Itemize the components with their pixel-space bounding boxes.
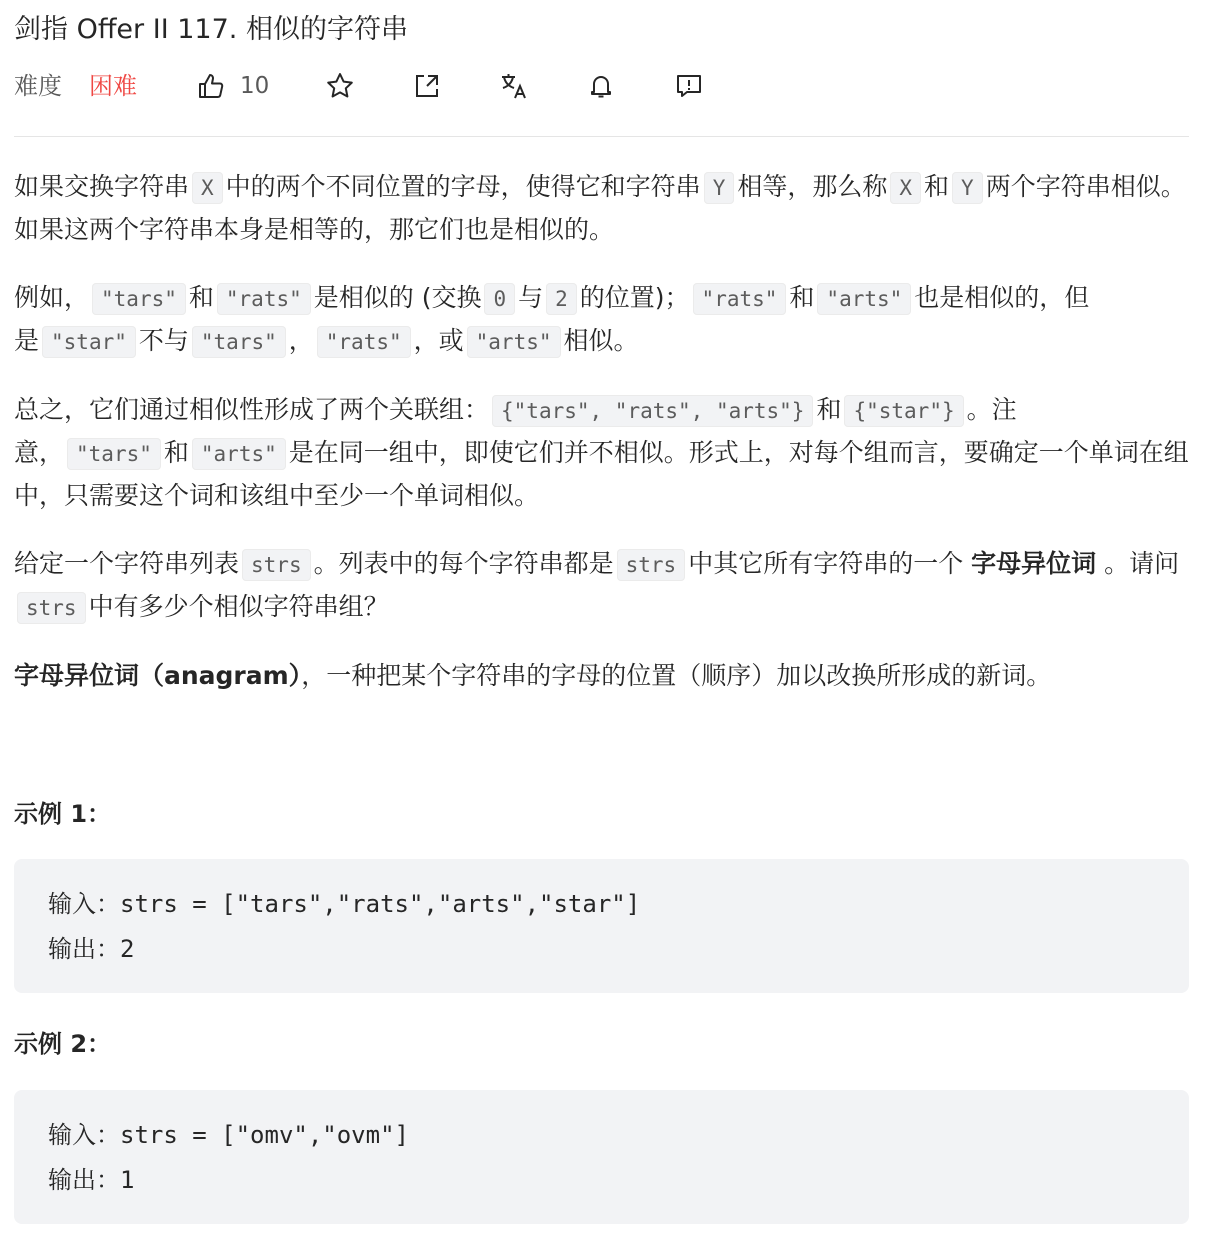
text: 相似。 <box>563 326 639 355</box>
text: 是在同一组中，即使它们并不相似。形式上，对每个组而言，要确定一个单词在组中，只需要这个词和该组中至少一个单词相似。 <box>14 438 1189 510</box>
problem-meta-bar <box>14 64 1189 108</box>
text: 如果交换字符串 <box>14 172 190 201</box>
inline-code: "tars" <box>92 283 186 315</box>
text: 不与 <box>138 326 189 355</box>
text: 给定一个字符串列表 <box>14 549 240 578</box>
example-1-box <box>14 859 1189 993</box>
inline-code: Y <box>952 172 983 204</box>
inline-code: 0 <box>484 283 515 315</box>
example-1-input: 输入：strs = ["tars","rats","arts","star"] <box>48 890 641 918</box>
difficulty-label: 难度 <box>14 72 62 100</box>
translate-icon[interactable] <box>499 71 529 101</box>
text: 例如， <box>14 283 90 312</box>
inline-code: "rats" <box>693 283 787 315</box>
thumb-up-icon[interactable] <box>196 71 226 101</box>
text: 和 <box>816 395 842 424</box>
text: 与 <box>518 283 544 312</box>
text: 两个字符串相似。如果这两个字符串本身是相等的，那它们也是相似的。 <box>14 172 1186 244</box>
example-1-output: 输出：2 <box>48 935 135 963</box>
difficulty-value: 困难 <box>89 72 137 100</box>
text: 相等，那么称 <box>737 172 888 201</box>
inline-code: "arts" <box>467 326 561 358</box>
text: 也是相似的，但是 <box>14 283 1090 355</box>
text: ，一种把某个字符串的字母的位置（顺序）加以改换所形成的新词。 <box>301 661 1052 690</box>
feedback-icon[interactable] <box>674 71 704 101</box>
text: 是相似的 (交换 <box>313 283 482 312</box>
bell-icon[interactable] <box>586 71 616 101</box>
text: 和 <box>924 172 950 201</box>
share-icon[interactable] <box>412 71 442 101</box>
text: 和 <box>188 283 214 312</box>
inline-code: "rats" <box>317 326 411 358</box>
inline-code: "star" <box>42 326 136 358</box>
text: 中其它所有字符串的一个 <box>688 549 964 578</box>
text: 和 <box>163 438 189 467</box>
text: 总之，它们通过相似性形成了两个关联组： <box>14 395 490 424</box>
description-paragraph-4 <box>14 543 1194 629</box>
inline-code: {"tars", "rats", "arts"} <box>492 395 813 427</box>
example-2-output: 输出：1 <box>48 1166 135 1194</box>
example-2-input: 输入：strs = ["omv","ovm"] <box>48 1121 409 1149</box>
text: ，或 <box>413 326 464 355</box>
text: 中有多少个相似字符串组？ <box>88 592 389 621</box>
text: 中的两个不同位置的字母，使得它和字符串 <box>225 172 701 201</box>
text: 和 <box>789 283 815 312</box>
text: 的位置)； <box>579 283 690 312</box>
problem-title: 剑指 Offer II 117. 相似的字符串 <box>14 14 408 45</box>
problem-description <box>14 166 1194 723</box>
example-2-title: 示例 2： <box>14 1030 112 1058</box>
text: 。请问 <box>1104 549 1180 578</box>
inline-code: strs <box>242 549 311 581</box>
bold-term: 字母异位词 <box>971 549 1097 578</box>
inline-code: strs <box>617 549 686 581</box>
inline-code: X <box>890 172 921 204</box>
description-paragraph-5 <box>14 655 1194 697</box>
example-1-title: 示例 1： <box>14 800 112 828</box>
like-count: 10 <box>240 73 270 99</box>
example-2-box <box>14 1090 1189 1224</box>
inline-code: "arts" <box>817 283 911 315</box>
text: ， <box>288 326 314 355</box>
inline-code: Y <box>704 172 735 204</box>
inline-code: "arts" <box>192 438 286 470</box>
description-paragraph-3 <box>14 389 1194 517</box>
inline-code: "tars" <box>192 326 286 358</box>
bold-term: 字母异位词（anagram） <box>14 661 302 690</box>
star-icon[interactable] <box>325 71 355 101</box>
header-divider <box>14 136 1189 137</box>
inline-code: "rats" <box>217 283 311 315</box>
text: 。列表中的每个字符串都是 <box>313 549 614 578</box>
inline-code: 2 <box>546 283 577 315</box>
inline-code: strs <box>17 592 86 624</box>
inline-code: "tars" <box>67 438 161 470</box>
description-paragraph-2 <box>14 277 1194 363</box>
text: 。注意， <box>14 395 1017 467</box>
description-paragraph-1 <box>14 166 1194 251</box>
inline-code: {"star"} <box>844 395 963 427</box>
inline-code: X <box>192 172 223 204</box>
